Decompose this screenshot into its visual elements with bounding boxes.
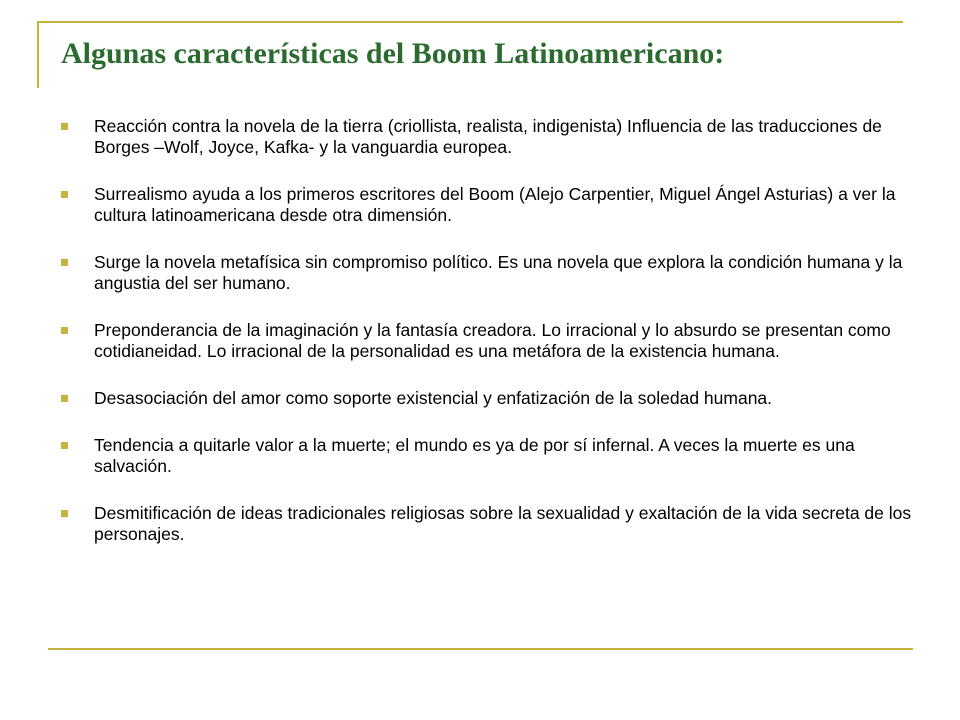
bullet-text: Surge la novela metafísica sin compromiso político. Es una novela que explora la condición humana y la angustia del ser humano.	[94, 252, 903, 293]
square-bullet-icon	[61, 191, 68, 198]
list-item	[60, 388, 915, 409]
slide-title: Algunas características del Boom Latinoamericano:	[61, 37, 725, 70]
square-bullet-icon	[61, 327, 68, 334]
bullet-text: Tendencia a quitarle valor a la muerte; el mundo es ya de por sí infernal. A veces la muerte es una salvación.	[94, 435, 855, 476]
list-item	[60, 320, 915, 362]
left-divider	[37, 21, 39, 88]
bullet-text: Desmitificación de ideas tradicionales religiosas sobre la sexualidad y exaltación de la vida secreta de los personajes.	[94, 503, 912, 544]
list-item	[60, 435, 915, 477]
list-item	[60, 252, 915, 294]
top-divider	[37, 21, 903, 23]
list-item	[60, 503, 915, 545]
list-item	[60, 116, 915, 158]
square-bullet-icon	[61, 123, 68, 130]
square-bullet-icon	[61, 259, 68, 266]
square-bullet-icon	[61, 395, 68, 402]
square-bullet-icon	[61, 442, 68, 449]
bullet-text: Reacción contra la novela de la tierra (criollista, realista, indigenista) Influencia de las traducciones de Borges –Wolf, Joyce, Kafka- y la vanguardia europea.	[94, 116, 882, 157]
bullet-text: Desasociación del amor como soporte existencial y enfatización de la soledad humana.	[94, 388, 773, 408]
list-item	[60, 184, 915, 226]
square-bullet-icon	[61, 510, 68, 517]
bullet-text: Preponderancia de la imaginación y la fantasía creadora. Lo irracional y lo absurdo se presentan como cotidianeidad. Lo irracional de la personalidad es una metáfora de la existencia humana.	[94, 320, 891, 361]
bullet-text: Surrealismo ayuda a los primeros escritores del Boom (Alejo Carpentier, Miguel Ángel Asturias) a ver la cultura latinoamericana desde otra dimensión.	[94, 184, 896, 225]
bullet-list	[60, 116, 915, 571]
bottom-divider	[48, 648, 913, 650]
